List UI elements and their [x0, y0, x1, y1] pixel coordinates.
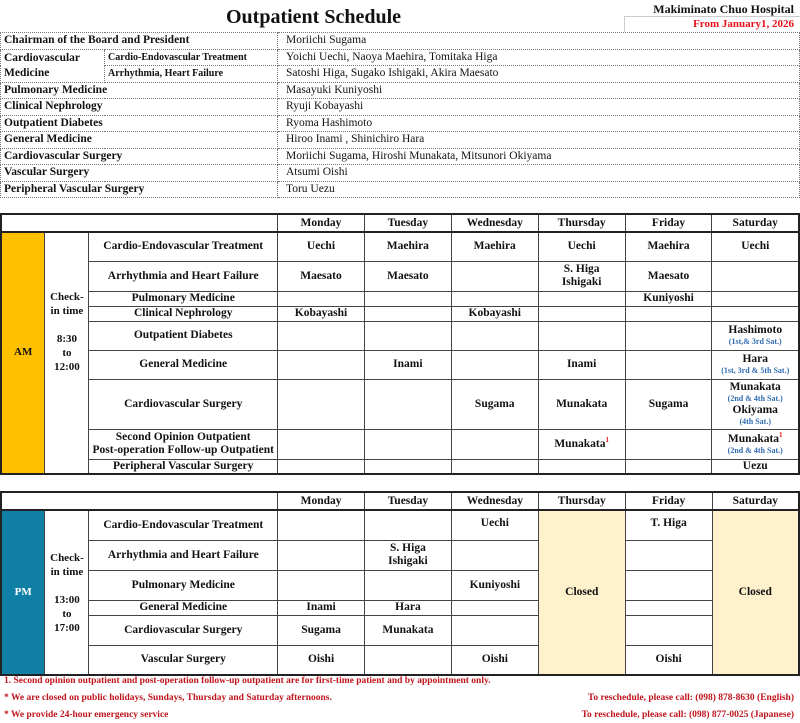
schedule-row	[1, 540, 799, 570]
staff-value: Hiroo Inami , Shinichiro Hara	[278, 132, 800, 149]
schedule-row	[1, 321, 799, 350]
schedule-row	[1, 350, 799, 379]
schedule-cell	[538, 429, 625, 459]
day-header: Thursday	[538, 492, 625, 510]
closed-cell-thursday: Closed	[538, 510, 625, 675]
staff-row	[1, 33, 800, 50]
schedule-cell	[538, 291, 625, 306]
saturday-note: (4th Sat.)	[739, 417, 772, 426]
staff-value: Moriichi Sugama	[278, 33, 800, 50]
staff-label: Pulmonary Medicine	[1, 82, 278, 99]
staff-row	[1, 132, 800, 149]
page-title: Outpatient Schedule	[225, 6, 402, 28]
schedule-cell	[364, 510, 451, 540]
staff-value: Ryoma Hashimoto	[278, 115, 800, 132]
doctor-name: Hashimoto	[728, 324, 783, 336]
effective-date: From January1, 2026	[624, 16, 800, 32]
schedule-cell: Kuniyoshi	[625, 291, 712, 306]
schedule-cell	[364, 645, 451, 675]
closed-cell-saturday: Closed	[712, 510, 799, 675]
schedule-cell	[451, 350, 538, 379]
staff-value: Ryuji Kobayashi	[278, 99, 800, 116]
dept-line: Post-operation Follow-up Outpatient	[92, 444, 274, 456]
day-header-row	[1, 214, 799, 232]
schedule-cell: Maehira	[364, 232, 451, 261]
dept-label: General Medicine	[89, 350, 278, 379]
schedule-cell	[278, 570, 365, 600]
doctor-name: Munakata	[554, 437, 606, 450]
schedule-cell	[625, 615, 712, 645]
schedule-cell	[625, 350, 712, 379]
doctor-name: Munakata	[729, 381, 781, 393]
closed-notice: * We are closed on public holidays, Sundays, Thursday and Saturday afternoons.	[4, 693, 332, 703]
staff-sublabel: Arrhythmia, Heart Failure	[105, 66, 278, 83]
schedule-cell	[451, 321, 538, 350]
dept-label: Cardiovascular Surgery	[89, 615, 278, 645]
checkin-label: Check-in time	[50, 551, 84, 578]
time-to-word: to	[62, 346, 72, 359]
schedule-cell: Uechi	[451, 510, 538, 540]
staff-value: Masayuki Kuniyoshi	[278, 82, 800, 99]
schedule-cell	[625, 600, 712, 615]
dept-label: Cardio-Endovascular Treatment	[89, 510, 278, 540]
schedule-cell	[364, 459, 451, 474]
schedule-cell	[625, 570, 712, 600]
staff-row	[1, 115, 800, 132]
schedule-cell	[712, 261, 799, 291]
schedule-cell: Sugama	[278, 615, 365, 645]
day-header: Wednesday	[451, 492, 538, 510]
staff-value: Yoichi Uechi, Naoya Maehira, Tomitaka Higa	[278, 49, 800, 66]
day-header: Tuesday	[364, 214, 451, 232]
schedule-cell	[364, 291, 451, 306]
pm-schedule-table	[0, 491, 800, 676]
schedule-cell	[712, 379, 799, 429]
dept-label: Cardio-Endovascular Treatment	[89, 232, 278, 261]
schedule-cell	[712, 350, 799, 379]
dept-line: Second Opinion Outpatient	[115, 431, 251, 443]
schedule-cell	[278, 429, 365, 459]
schedule-cell: Oishi	[278, 645, 365, 675]
schedule-cell	[278, 321, 365, 350]
day-header: Friday	[625, 214, 712, 232]
schedule-cell: Maesato	[625, 261, 712, 291]
schedule-cell: S. Higa Ishigaki	[364, 540, 451, 570]
schedule-row	[1, 570, 799, 600]
staff-directory	[0, 32, 800, 198]
staff-label: Outpatient Diabetes	[1, 115, 278, 132]
checkin-time	[45, 232, 89, 474]
schedule-row	[1, 232, 799, 261]
doctor-name: Munakata	[727, 432, 780, 445]
schedule-cell: Kuniyoshi	[451, 570, 538, 600]
dept-label: General Medicine	[89, 600, 278, 615]
schedule-row	[1, 261, 799, 291]
schedule-row	[1, 510, 799, 540]
schedule-cell: Uezu	[712, 459, 799, 474]
staff-label: Cardiovascular Surgery	[1, 148, 278, 165]
schedule-cell	[278, 291, 365, 306]
schedule-cell	[364, 306, 451, 321]
staff-label: Chairman of the Board and President	[1, 33, 278, 50]
day-header: Thursday	[538, 214, 625, 232]
dept-label: Arrhythmia and Heart Failure	[89, 261, 278, 291]
day-header: Saturday	[712, 214, 799, 232]
schedule-cell	[278, 350, 365, 379]
hospital-name: Makiminato Chuo Hospital	[653, 2, 794, 16]
schedule-cell: Munakata	[364, 615, 451, 645]
staff-value: Moriichi Sugama, Hiroshi Munakata, Mitsunori Okiyama	[278, 148, 800, 165]
saturday-note: (1st,& 3rd Sat.)	[728, 337, 782, 346]
schedule-cell: Oishi	[625, 645, 712, 675]
schedule-cell	[625, 429, 712, 459]
time-from: 13:00	[54, 593, 80, 606]
staff-value: Toru Uezu	[278, 181, 800, 198]
time-from: 8:30	[56, 332, 77, 345]
day-header-row	[1, 492, 799, 510]
checkin-label: Check-in time	[50, 290, 84, 317]
staff-row	[1, 66, 800, 83]
schedule-cell	[538, 459, 625, 474]
schedule-cell	[712, 306, 799, 321]
emergency-notice: * We provide 24-hour emergency service	[4, 710, 169, 720]
footnote-marker: 1	[779, 430, 783, 439]
schedule-row	[1, 615, 799, 645]
schedule-cell: Inami	[538, 350, 625, 379]
day-header: Tuesday	[364, 492, 451, 510]
schedule-cell	[538, 321, 625, 350]
dept-label: Vascular Surgery	[89, 645, 278, 675]
time-to: 12:00	[54, 360, 80, 373]
staff-value: Atsumi Oishi	[278, 165, 800, 182]
schedule-cell	[451, 459, 538, 474]
schedule-cell: Sugama	[625, 379, 712, 429]
staff-label: General Medicine	[1, 132, 278, 149]
schedule-cell: Maehira	[625, 232, 712, 261]
schedule-cell: Uechi	[278, 232, 365, 261]
staff-sublabel: Cardio-Endovascular Treatment	[105, 49, 278, 66]
schedule-row	[1, 306, 799, 321]
schedule-cell: S. Higa Ishigaki	[538, 261, 625, 291]
checkin-time	[45, 510, 89, 675]
staff-value: Satoshi Higa, Sugako Ishigaki, Akira Maesato	[278, 66, 800, 83]
footnote-text: 1. Second opinion outpatient and post-operation follow-up outpatient are for first-time patient and by appointment only.	[4, 676, 491, 686]
schedule-cell	[364, 570, 451, 600]
dept-label: Pulmonary Medicine	[89, 570, 278, 600]
schedule-cell	[451, 291, 538, 306]
schedule-cell	[364, 379, 451, 429]
day-header: Monday	[278, 492, 365, 510]
schedule-cell	[538, 306, 625, 321]
header-blank	[1, 492, 278, 510]
day-header: Monday	[278, 214, 365, 232]
schedule-cell	[451, 429, 538, 459]
schedule-row	[1, 600, 799, 615]
saturday-note: (1st, 3rd & 5th Sat.)	[721, 366, 790, 375]
schedule-cell	[625, 321, 712, 350]
phone-english: To reschedule, please call: (098) 878-8630 (English)	[587, 693, 794, 703]
staff-label: Peripheral Vascular Surgery	[1, 181, 278, 198]
time-to: 17:00	[54, 621, 80, 634]
schedule-cell	[451, 540, 538, 570]
schedule-cell	[364, 321, 451, 350]
saturday-note: (2nd & 4th Sat.)	[727, 394, 783, 403]
pm-label: PM	[1, 510, 45, 675]
header-blank	[1, 214, 278, 232]
schedule-cell	[364, 429, 451, 459]
schedule-cell: Maesato	[278, 261, 365, 291]
day-header: Friday	[625, 492, 712, 510]
dept-label: Clinical Nephrology	[89, 306, 278, 321]
schedule-cell	[278, 379, 365, 429]
doctor-name: Hara	[742, 353, 769, 365]
schedule-row	[1, 379, 799, 429]
dept-label: Outpatient Diabetes	[89, 321, 278, 350]
dept-label	[89, 429, 278, 459]
staff-row	[1, 165, 800, 182]
phone-japanese: To reschedule, please call: (098) 877-0025 (Japanese)	[581, 710, 794, 720]
staff-label: Vascular Surgery	[1, 165, 278, 182]
day-header: Saturday	[712, 492, 799, 510]
schedule-cell	[278, 459, 365, 474]
schedule-row	[1, 291, 799, 306]
schedule-cell: Hara	[364, 600, 451, 615]
staff-label: Clinical Nephrology	[1, 99, 278, 116]
schedule-cell	[278, 510, 365, 540]
schedule-cell: Uechi	[538, 232, 625, 261]
schedule-cell	[712, 429, 799, 459]
schedule-cell	[625, 459, 712, 474]
schedule-cell	[451, 615, 538, 645]
time-to-word: to	[62, 607, 72, 620]
staff-row	[1, 99, 800, 116]
schedule-cell: Maehira	[451, 232, 538, 261]
schedule-cell	[712, 321, 799, 350]
schedule-cell	[278, 540, 365, 570]
schedule-cell	[625, 540, 712, 570]
staff-row	[1, 148, 800, 165]
am-label: AM	[1, 232, 45, 474]
schedule-cell: T. Higa	[625, 510, 712, 540]
saturday-note: (2nd & 4th Sat.)	[727, 445, 783, 455]
schedule-cell: Maesato	[364, 261, 451, 291]
staff-row	[1, 82, 800, 99]
schedule-cell: Munakata	[538, 379, 625, 429]
day-header: Wednesday	[451, 214, 538, 232]
schedule-cell: Kobayashi	[451, 306, 538, 321]
schedule-row	[1, 429, 799, 459]
am-schedule-table	[0, 213, 800, 475]
dept-label: Pulmonary Medicine	[89, 291, 278, 306]
schedule-cell	[451, 600, 538, 615]
schedule-cell	[625, 306, 712, 321]
dept-label: Cardiovascular Surgery	[89, 379, 278, 429]
staff-group-label: Cardiovascular Medicine	[1, 49, 105, 82]
schedule-row	[1, 645, 799, 675]
schedule-cell: Kobayashi	[278, 306, 365, 321]
schedule-cell: Inami	[278, 600, 365, 615]
doctor-name: Okiyama	[732, 404, 778, 416]
staff-row	[1, 49, 800, 66]
schedule-cell	[712, 291, 799, 306]
footnote-marker: 1	[605, 435, 609, 444]
schedule-cell: Inami	[364, 350, 451, 379]
schedule-row	[1, 459, 799, 474]
dept-label: Arrhythmia and Heart Failure	[89, 540, 278, 570]
schedule-cell: Sugama	[451, 379, 538, 429]
dept-label: Peripheral Vascular Surgery	[89, 459, 278, 474]
schedule-cell: Uechi	[712, 232, 799, 261]
staff-row	[1, 181, 800, 198]
schedule-cell: Oishi	[451, 645, 538, 675]
schedule-cell	[451, 261, 538, 291]
